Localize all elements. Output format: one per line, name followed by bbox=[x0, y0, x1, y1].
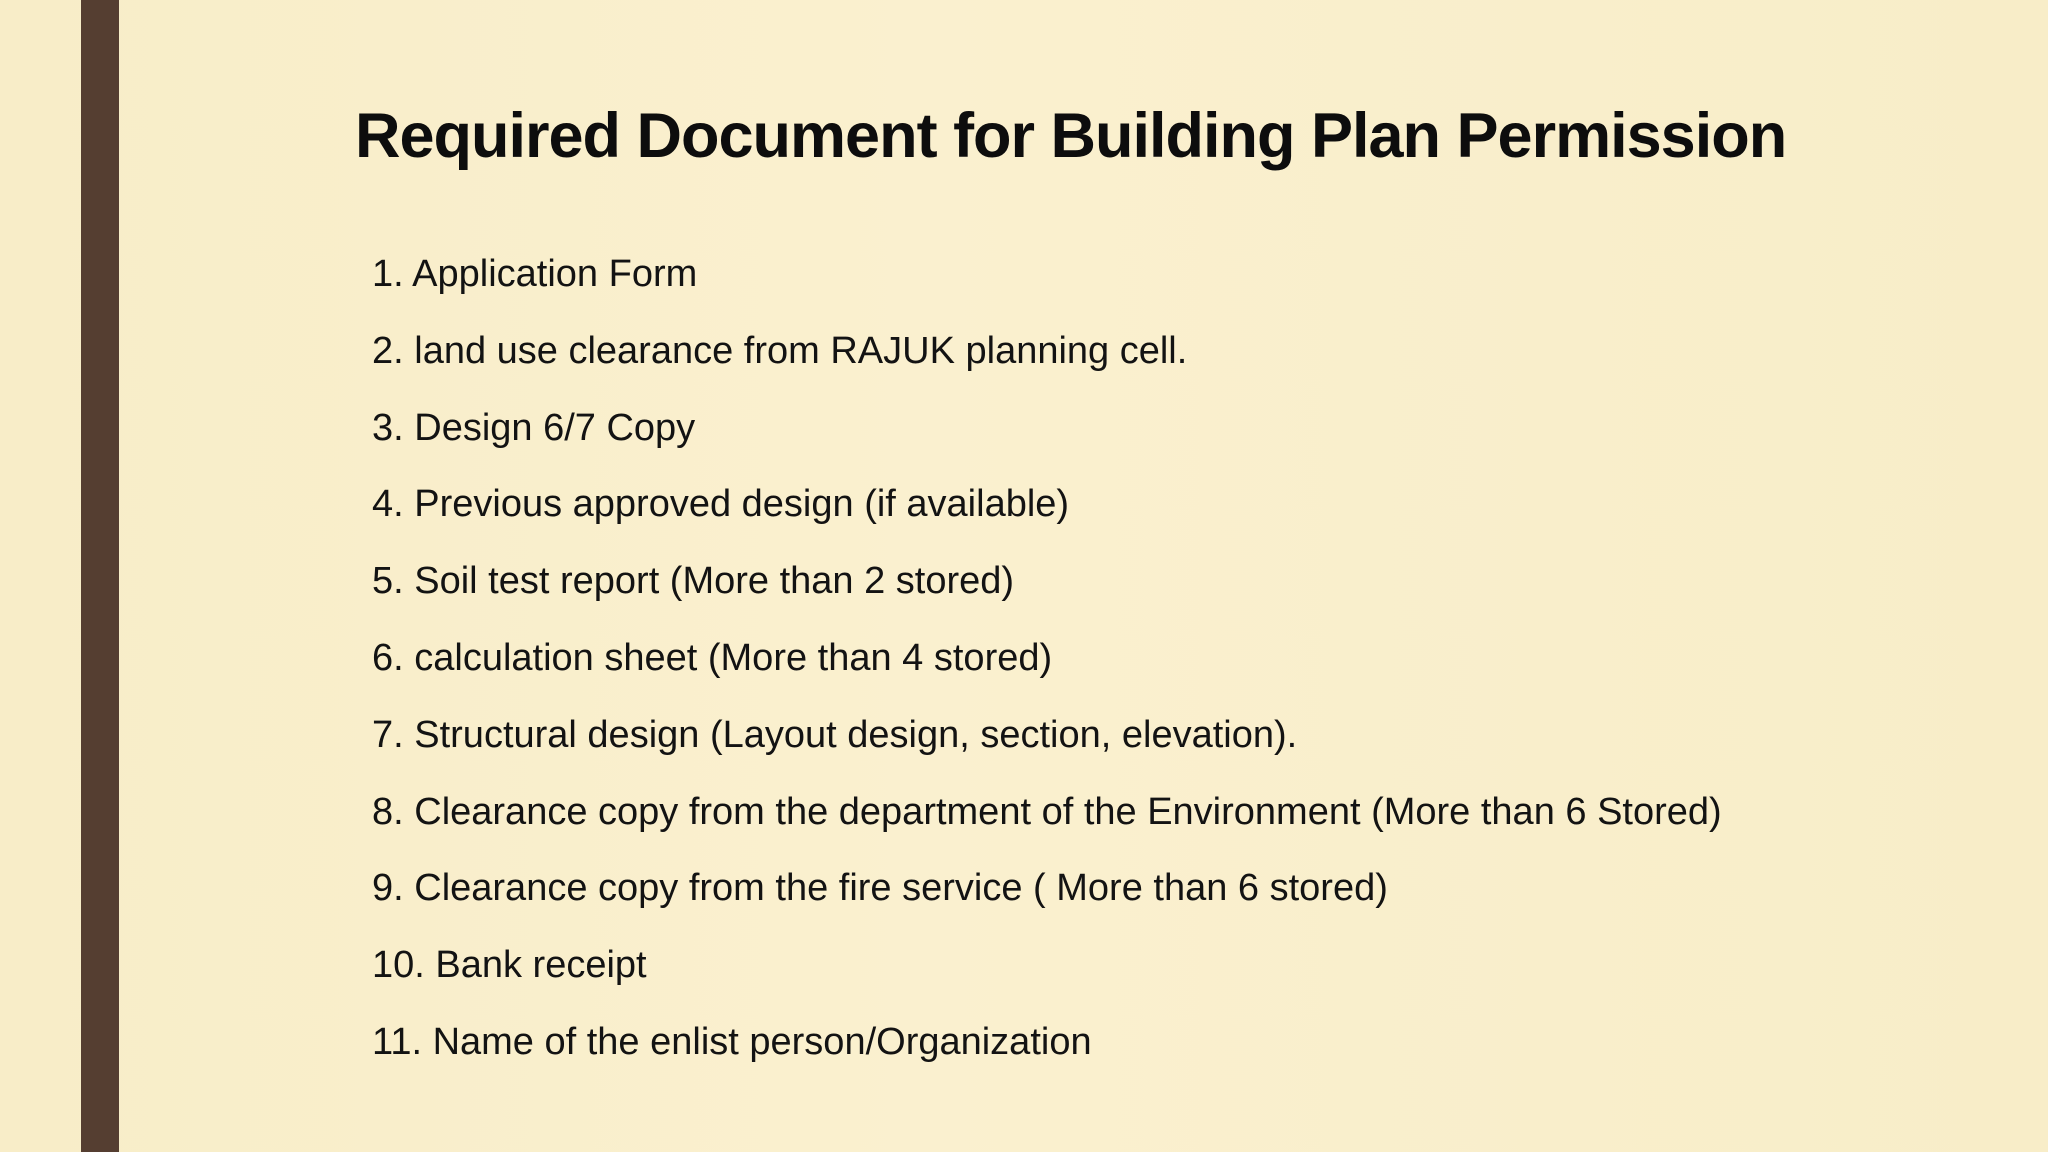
list-item-fire-service-clearance: 9. Clearance copy from the fire service ( More than 6 stored) bbox=[372, 867, 1388, 910]
list-item-bank-receipt: 10. Bank receipt bbox=[372, 944, 647, 987]
list-item-structural-design: 7. Structural design (Layout design, section, elevation). bbox=[372, 713, 1298, 756]
list-item-application-form: 1. Application Form bbox=[372, 253, 698, 295]
list-item-land-use-clearance: 2. land use clearance from RAJUK planning cell. bbox=[372, 329, 1188, 372]
left-accent-bar bbox=[81, 0, 119, 1152]
required-document-list bbox=[372, 245, 1722, 1090]
list-item-design-copy: 3. Design 6/7 Copy bbox=[372, 406, 696, 449]
slide-title: Required Document for Building Plan Permission bbox=[355, 101, 1787, 171]
list-item-environment-clearance: 8. Clearance copy from the department of the Environment (More than 6 Stored) bbox=[372, 790, 1722, 833]
list-item-enlist-person-organization: 11. Name of the enlist person/Organization bbox=[372, 1020, 1092, 1063]
list-item-soil-test-report: 5. Soil test report (More than 2 stored) bbox=[372, 560, 1015, 603]
list-item-calculation-sheet: 6. calculation sheet (More than 4 stored) bbox=[372, 636, 1053, 679]
list-item-previous-approved-design: 4. Previous approved design (if available) bbox=[372, 483, 1070, 526]
